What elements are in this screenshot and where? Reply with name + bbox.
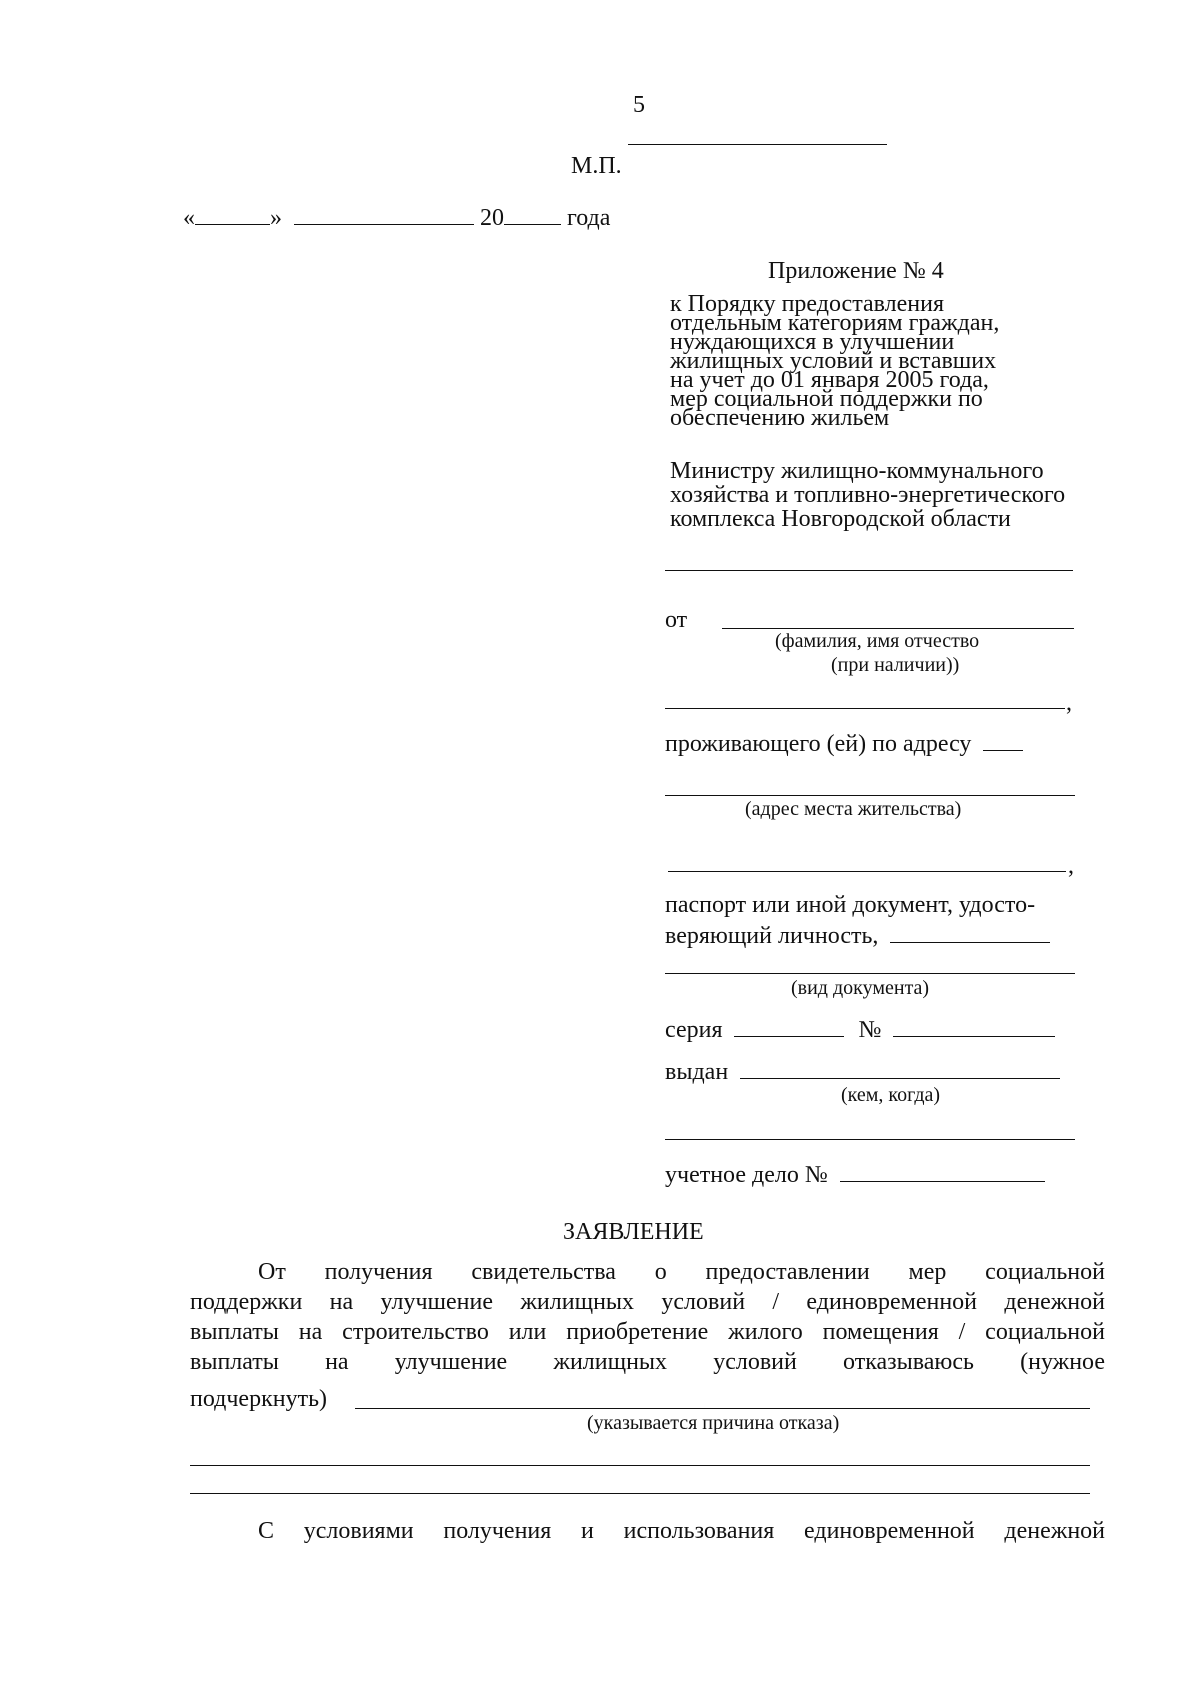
- passport-label-continued: [665, 922, 1050, 949]
- date-close-quote: »: [270, 205, 282, 231]
- addressee-line: хозяйства и топливно-энергетического: [670, 482, 1066, 508]
- passport-label: паспорт или иной документ, удосто-: [665, 892, 1036, 918]
- case-label: учетное дело №: [665, 1162, 828, 1188]
- reason-continuation-blank: [190, 1493, 1090, 1494]
- addressee-line: комплекса Новгородской области: [670, 506, 1011, 532]
- fio-hint-note: (при наличии)): [831, 654, 960, 676]
- living-label: [665, 730, 1023, 757]
- day-blank: [195, 204, 270, 225]
- address-blank-short: [983, 730, 1023, 751]
- statement-line: выплаты на строительство или приобретение жилого помещения / социальной: [190, 1319, 1105, 1345]
- appendix-line: жилищных условий и вставших: [670, 348, 997, 374]
- reason-hint: (указывается причина отказа): [587, 1412, 840, 1434]
- year-prefix: 20: [480, 205, 504, 231]
- comma: ,: [1066, 690, 1072, 716]
- issued-row: [665, 1058, 1060, 1085]
- date-open-quote: «: [183, 205, 195, 231]
- address-continuation-blank: [668, 871, 1066, 872]
- statement-line: От получения свидетельства о предоставлении мер социальной: [258, 1259, 1105, 1285]
- date-line: [183, 204, 610, 231]
- month-blank: [294, 204, 474, 225]
- living-label-text: проживающего (ей) по адресу: [665, 731, 972, 757]
- fio-hint: (фамилия, имя отчество: [775, 630, 980, 652]
- underline-instruction: подчеркнуть): [190, 1386, 328, 1412]
- addressee: [670, 459, 1090, 531]
- number-blank: [893, 1016, 1055, 1037]
- year-blank: [504, 204, 561, 225]
- appendix-line: отдельным категориям граждан,: [670, 310, 1000, 336]
- appendix-line: к Порядку предоставления: [670, 291, 945, 317]
- address-blank: [665, 795, 1075, 796]
- statement-title: ЗАЯВЛЕНИЕ: [563, 1219, 704, 1245]
- reason-continuation-blank: [190, 1465, 1090, 1466]
- statement-line: поддержки на улучшение жилищных условий / единовременной денежной: [190, 1289, 1105, 1315]
- doc-type-blank: [665, 973, 1075, 974]
- series-blank: [734, 1016, 844, 1037]
- comma: ,: [1068, 853, 1074, 879]
- page-number: 5: [633, 92, 645, 118]
- appendix-reference: [670, 291, 1090, 431]
- appendix-title: Приложение № 4: [768, 258, 944, 284]
- conditions-line: С условиями получения и использования единовременной денежной: [258, 1518, 1105, 1544]
- appendix-line: обеспечению жильем: [670, 405, 890, 431]
- appendix-line: нуждающихся в улучшении: [670, 329, 955, 355]
- seal-mark: М.П.: [571, 153, 622, 179]
- conditions-paragraph: [190, 1516, 1105, 1546]
- reason-blank: [355, 1408, 1090, 1409]
- doc-type-hint: (вид документа): [791, 977, 930, 999]
- statement-line: выплаты на улучшение жилищных условий отказываюсь (нужное: [190, 1349, 1105, 1375]
- issued-label: выдан: [665, 1059, 729, 1085]
- issued-hint: (кем, когда): [841, 1084, 941, 1106]
- case-blank: [840, 1161, 1045, 1182]
- issued-continuation-blank: [665, 1139, 1075, 1140]
- statement-body: [190, 1257, 1105, 1377]
- series-label: серия: [665, 1017, 723, 1043]
- year-suffix: года: [567, 205, 611, 231]
- from-label: от: [665, 607, 688, 633]
- addressee-blank: [665, 570, 1073, 571]
- case-row: [665, 1161, 1045, 1188]
- appendix-line: мер социальной поддержки по: [670, 386, 983, 412]
- passport-label-text: веряющий личность,: [665, 923, 879, 949]
- signature-line: [628, 144, 887, 145]
- address-hint: (адрес места жительства): [745, 798, 962, 820]
- fio-blank: [722, 628, 1074, 629]
- appendix-line: на учет до 01 января 2005 года,: [670, 367, 989, 393]
- issued-blank: [740, 1058, 1060, 1079]
- addressee-line: Министру жилищно-коммунального: [670, 458, 1044, 484]
- fio-continuation-blank: [665, 708, 1065, 709]
- number-label: №: [858, 1017, 882, 1043]
- identity-blank: [890, 922, 1050, 943]
- series-number-row: [665, 1016, 1055, 1043]
